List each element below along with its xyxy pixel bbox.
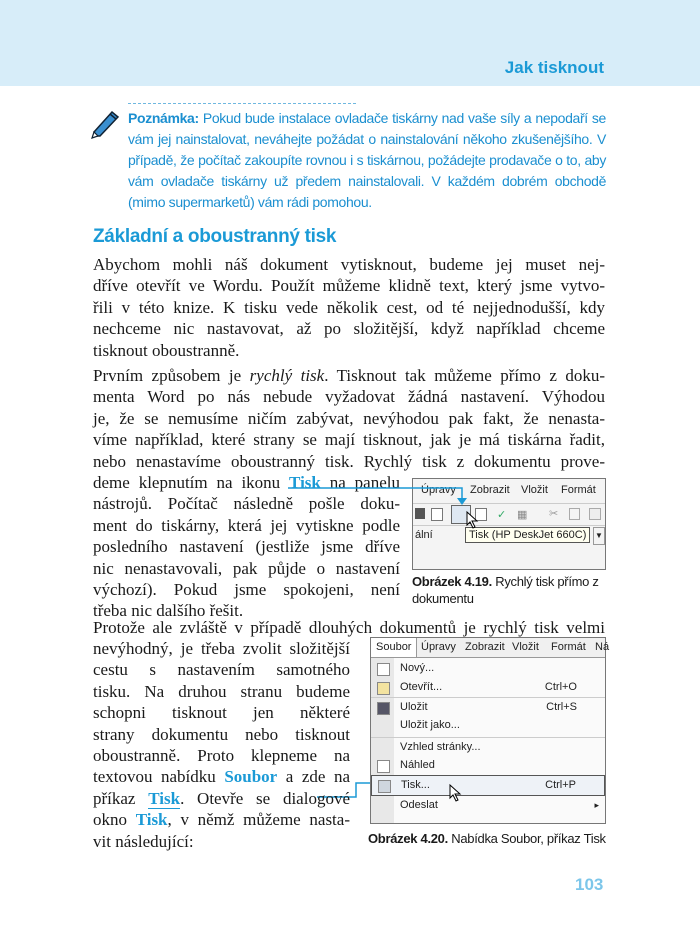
menu-item-ulozit-jako[interactable] [371, 716, 605, 735]
menu-vlozit[interactable]: Vložit [512, 641, 539, 653]
item-label: Otevřít... [400, 681, 443, 693]
spelling-icon[interactable]: ✓ [497, 509, 507, 521]
text-line [93, 365, 605, 386]
menu-nastroje[interactable]: Ná [595, 641, 610, 653]
save-icon [377, 702, 390, 715]
text-line: nástrojů. Počítač následně pošle doku- [93, 494, 400, 514]
text: , v němž můžeme nasta- [167, 810, 350, 830]
item-label: Nový... [400, 662, 435, 674]
menu-vlozit[interactable]: Vložit [521, 484, 548, 496]
text: na panelu [320, 473, 400, 492]
copy-icon[interactable] [569, 508, 580, 520]
menu-format[interactable]: Formát [561, 484, 596, 496]
item-label: Vzhled stránky... [400, 741, 481, 753]
text-line: tisknout oboustranně. [93, 340, 240, 360]
item-label: Uložit [400, 701, 428, 713]
text-line: nic nenastavovali, pak půjde o nastavení [93, 558, 400, 578]
menu-bar [371, 638, 610, 658]
menu-bar [413, 484, 605, 500]
text-line [93, 472, 400, 493]
paragraph-3-wrapped [93, 638, 350, 852]
text-line: třeba nic dalšího řešit. [93, 601, 244, 621]
note-divider [128, 103, 356, 104]
note-label: Poznámka: [128, 110, 199, 126]
menu-zobrazit[interactable]: Zobrazit [470, 484, 510, 496]
text: . Tisknout tak můžeme přímo z doku- [324, 366, 605, 385]
caption-label: Obrázek 4.19. [412, 574, 492, 589]
text-line: nechceme nic nastavovat, až po složitější, když například chceme [93, 319, 605, 339]
format-bar [413, 525, 605, 546]
menu-soubor[interactable]: Soubor [371, 638, 417, 657]
item-label: Tisk... [401, 779, 430, 791]
text: Prvním způsobem je [93, 366, 250, 385]
link-tisk[interactable]: Tisk [289, 473, 321, 492]
mouse-cursor-icon [466, 511, 480, 529]
menu-item-novy[interactable] [371, 659, 605, 678]
text-line: cestu s nastavením samotného [93, 660, 350, 680]
text-line: nebo nenastavíme oboustranný tisk. Rychlý tisk z dokumentu prove- [93, 451, 605, 471]
text-line: oboustranně. Proto klepneme na [93, 746, 350, 766]
figure-2-caption [368, 830, 608, 847]
link-tisk-command[interactable]: Tisk [148, 788, 181, 808]
figure-quick-print-toolbar [412, 478, 606, 570]
text: a zde na [277, 767, 350, 787]
text-line: je, že se nemusíme ničím zabývat, nevýhodou pak fakt, že nenasta- [93, 408, 605, 428]
menu-item-tisk[interactable] [371, 775, 605, 796]
item-shortcut: Ctrl+P [545, 779, 576, 791]
save-icon[interactable] [415, 508, 425, 519]
text: okno [93, 810, 136, 830]
paragraph-3 [93, 617, 605, 638]
text: . Otevře se dialogové [180, 788, 351, 808]
research-icon[interactable]: ▦ [517, 509, 528, 521]
text: deme klepnutím na ikonu [93, 473, 290, 492]
text-line: Protože ale zvláště v případě dlouhých dokumentů je rychlý tisk velmi [93, 618, 605, 637]
pencil-icon [90, 108, 122, 140]
new-document-icon [377, 663, 390, 676]
item-label: Uložit jako... [400, 719, 460, 731]
open-folder-icon [377, 682, 390, 695]
item-shortcut: Ctrl+O [544, 681, 577, 693]
menu-item-otevrit[interactable] [371, 678, 605, 697]
paragraph-2 [93, 365, 605, 472]
toolbar [413, 503, 605, 524]
item-shortcut: Ctrl+S [546, 701, 577, 713]
text-line: nevýhodný, je třeba zvolit složitější [93, 639, 350, 658]
text-line: Abychom mohli náš dokument vytisknout, budeme jej muset nej- [93, 255, 605, 274]
text-line [93, 809, 350, 830]
caption-text: Rychlý tisk přímo z dokumentu [412, 574, 599, 606]
mouse-cursor-icon [449, 784, 463, 802]
item-label: Odeslat [400, 799, 438, 811]
text-line: schopni tisknout jen některé [93, 703, 350, 723]
text: příkaz [93, 788, 149, 808]
paragraph-2-wrapped [93, 472, 400, 622]
text-line: strany dokumentu nebo tisknout [93, 724, 350, 744]
caption-text: Nabídka Soubor, příkaz Tisk [447, 831, 606, 846]
dropdown-arrow-icon[interactable]: ▼ [593, 527, 605, 545]
menu-format[interactable]: Formát [551, 641, 586, 653]
figure-1-caption [412, 573, 607, 607]
menu-zobrazit[interactable]: Zobrazit [465, 641, 505, 653]
text-line: vit následující: [93, 831, 194, 851]
menu-upravy[interactable]: Úpravy [421, 484, 456, 496]
text-line [93, 788, 350, 809]
text-line [93, 766, 350, 787]
permission-icon[interactable] [431, 508, 443, 521]
text-line: ment do tiskárny, která jej vytiskne podle [93, 515, 400, 535]
text-line: víme například, které strany se mají tisknout, jak je má tiskárna řadit, [93, 430, 605, 450]
figure-file-menu [370, 637, 610, 824]
link-soubor[interactable]: Soubor [224, 767, 278, 787]
menu-upravy[interactable]: Úpravy [421, 641, 456, 653]
menu-item-nahled[interactable] [371, 756, 605, 775]
paragraph-1 [93, 254, 605, 361]
item-label: Náhled [400, 759, 435, 771]
text-line: tisku. Na druhou stranu budeme [93, 681, 350, 701]
note-text: Pokud bude instalace ovladače tiskárny nad vaše síly a nepodaří se vám jej nainstalovat, neváhejte požádat o nainstalování někoho zkušenějšího. V případě, že počítač zakoupíte rovnou i s tiskárnou, požádejte prodavače o to, aby vám ovladače tiskárny už předem nainstalovali. V každém dobrém obchodě (mimo supermarketů) vám rádi pomohou. [128, 110, 606, 210]
link-tisk-dialog[interactable]: Tisk [135, 810, 168, 830]
text-line: výchozí). Pokud jsme spokojeni, není [93, 580, 400, 600]
style-box[interactable]: ální [415, 529, 433, 541]
submenu-arrow-icon: ▸ [594, 800, 599, 810]
menu-item-ulozit[interactable] [371, 697, 605, 717]
term-quick-print: rychlý tisk [249, 366, 325, 385]
page-number: 103 [575, 875, 604, 894]
text: textovou nabídku [93, 767, 225, 787]
menu-item-vzhled-stranky[interactable] [371, 737, 605, 757]
tooltip: Tisk (HP DeskJet 660C) [465, 527, 590, 543]
text-line: menta Word po nás nebude vyžadovat žádná nastavení. Výhodou [93, 387, 605, 407]
note-box [128, 108, 606, 213]
text-line: dříve otevřít ve Wordu. Použít můžeme klidně text, který jsme vytvo- [93, 276, 605, 296]
menu-item-odeslat[interactable] [371, 796, 605, 815]
printer-icon [378, 780, 391, 793]
section-heading: Základní a oboustranný tisk [93, 226, 337, 247]
cut-icon[interactable]: ✂ [549, 508, 559, 520]
print-preview-icon [377, 760, 390, 773]
text-line: řili v této knize. K tisku vede několik cest, od té nejjednodušší, kdy [93, 297, 605, 317]
chapter-title: Jak tisknout [504, 58, 604, 77]
paste-icon[interactable] [589, 508, 601, 520]
caption-label: Obrázek 4.20. [368, 831, 448, 846]
text-line: posledního nastavení (jestliže jsme dříve [93, 537, 400, 557]
